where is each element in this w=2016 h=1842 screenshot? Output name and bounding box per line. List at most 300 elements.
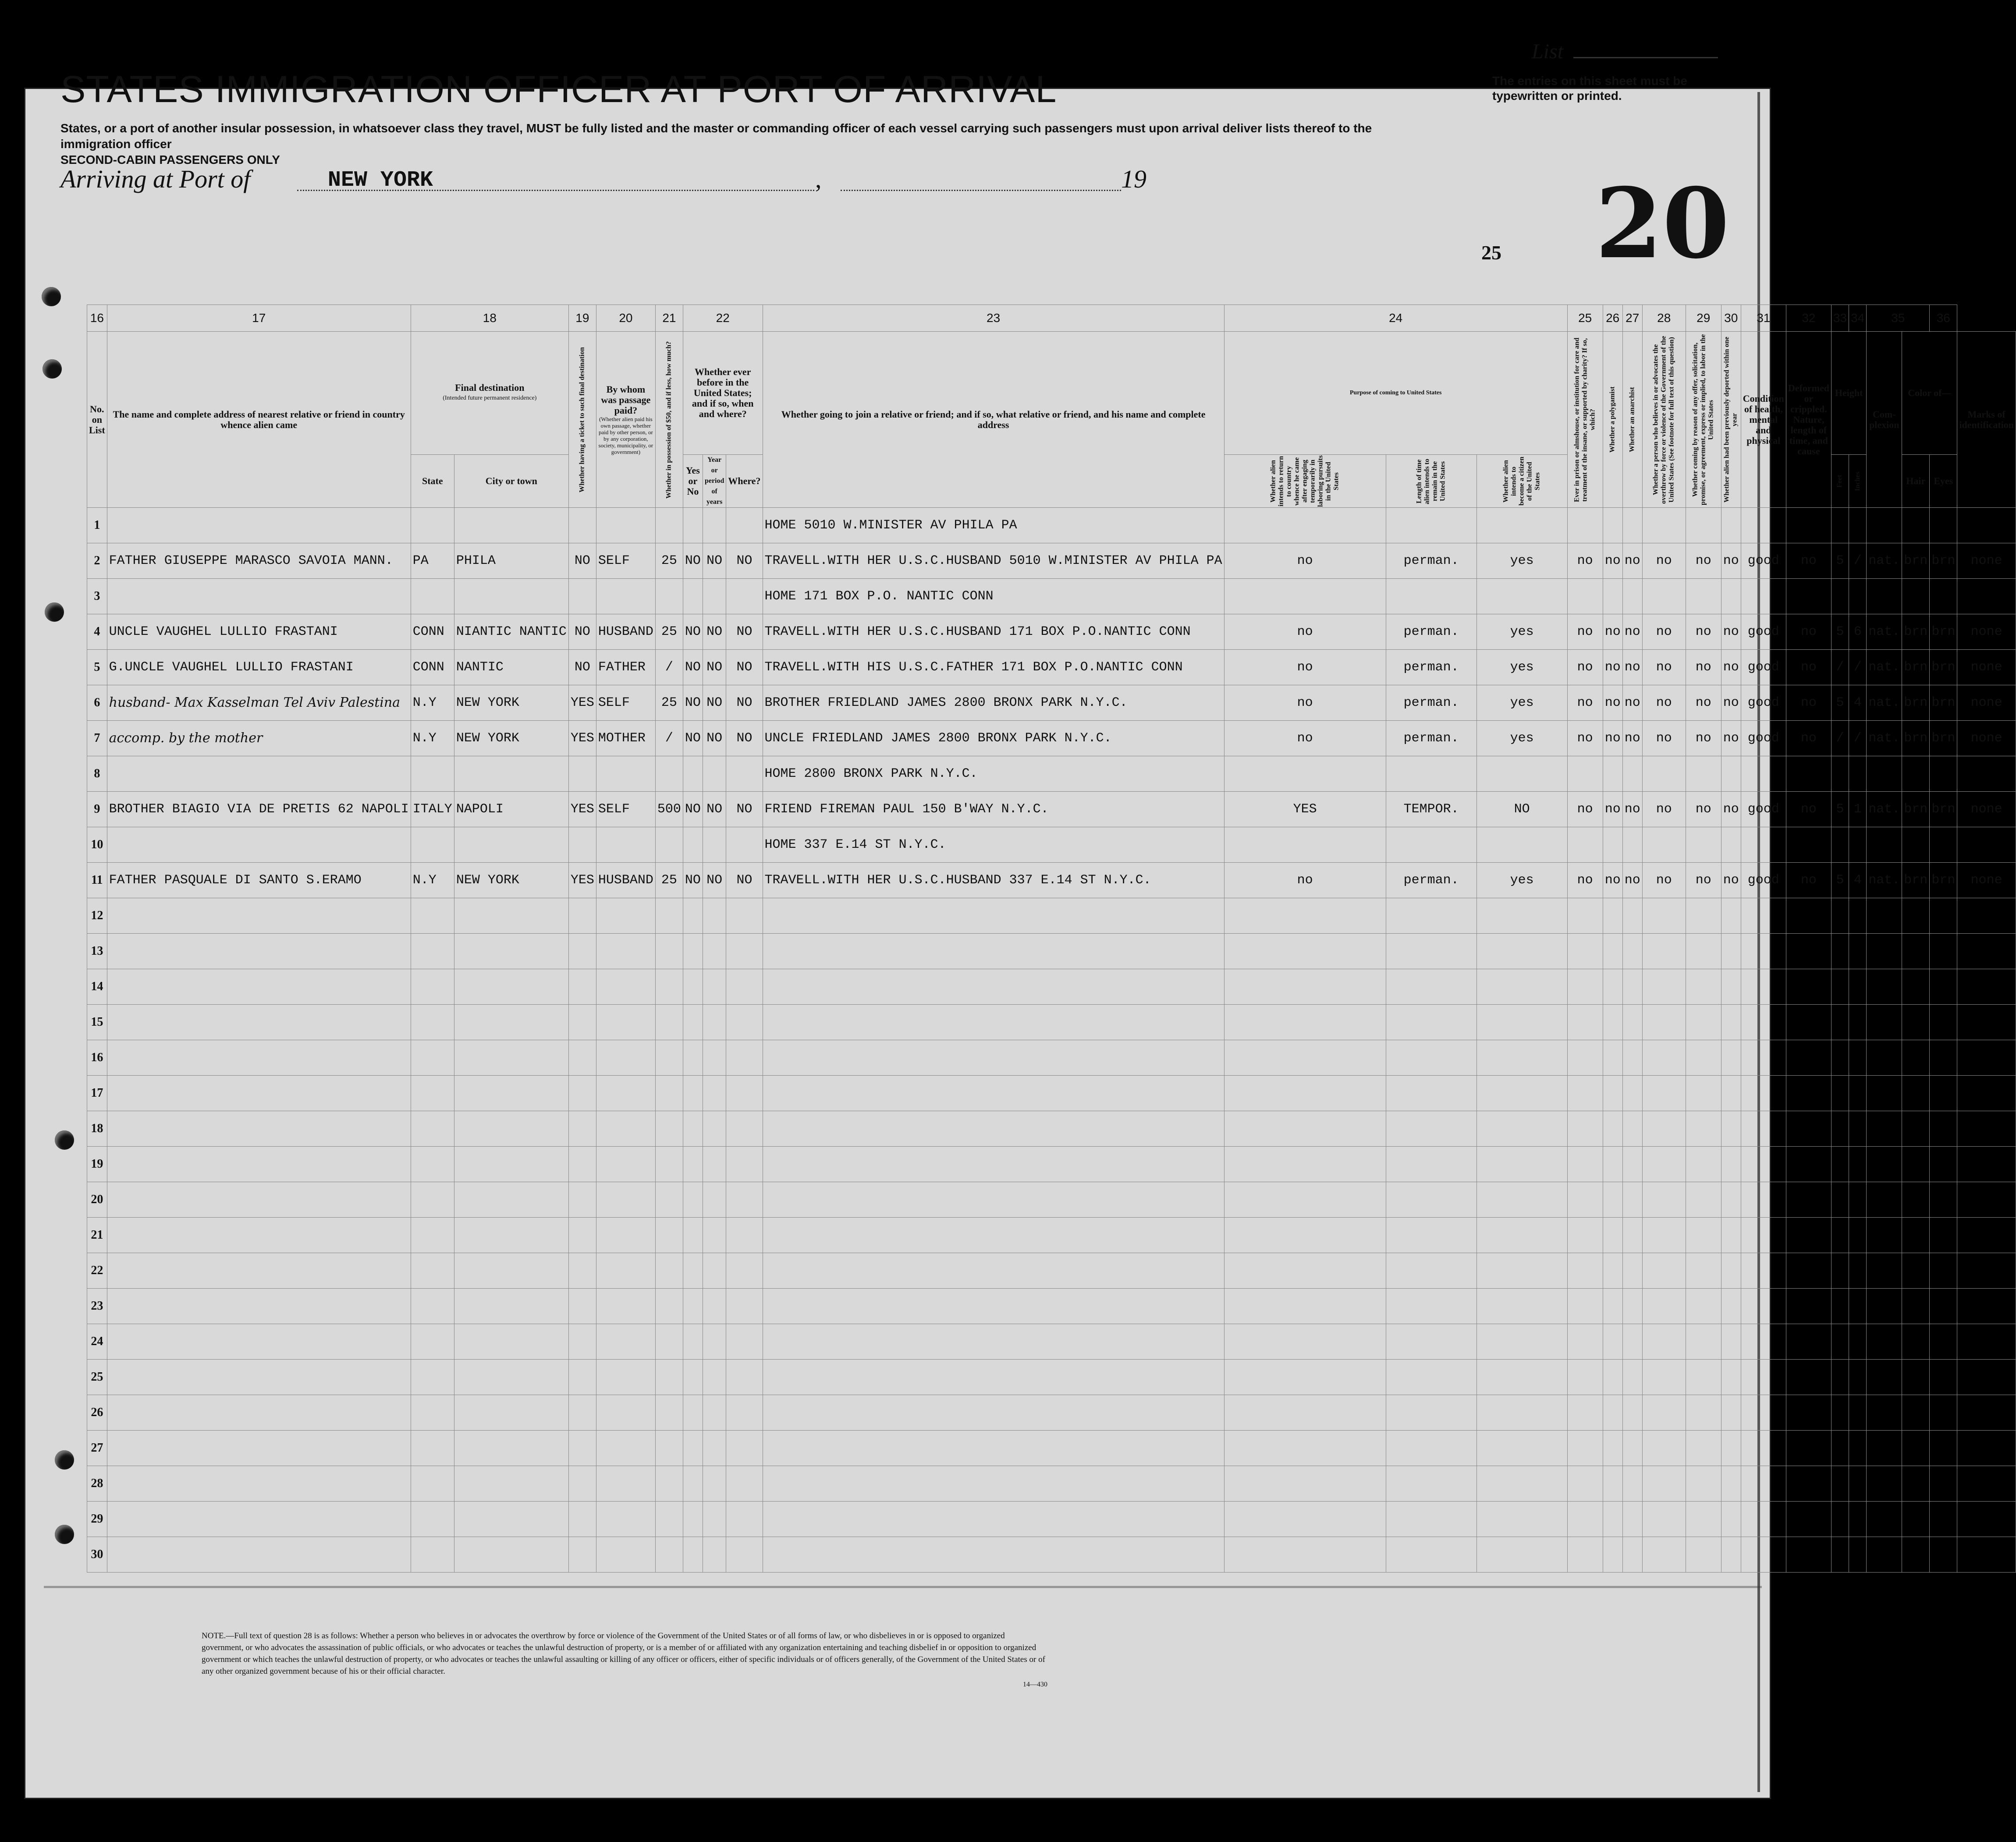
marks-cell <box>1957 579 2016 614</box>
purpose-citizen-cell: yes <box>1477 543 1567 579</box>
where-cell <box>726 579 763 614</box>
purpose-length-cell: perman. <box>1386 614 1477 650</box>
money-cell <box>655 1431 683 1466</box>
money-cell: / <box>655 650 683 685</box>
money-cell <box>655 579 683 614</box>
polygamist-cell: no <box>1603 614 1622 650</box>
nearest-relative-cell <box>107 1005 411 1040</box>
passage-paid-cell <box>596 934 655 969</box>
header-deformed: Deformed or crippled. Nature, length of time, and cause <box>1786 332 1831 508</box>
labor-offer-cell <box>1686 934 1721 969</box>
where-cell <box>726 1289 763 1324</box>
feet-cell <box>1831 1360 1849 1395</box>
inches-cell <box>1849 1076 1867 1111</box>
polygamist-cell <box>1603 898 1622 934</box>
complexion-cell <box>1867 1324 1902 1360</box>
nearest-relative-cell <box>107 1360 411 1395</box>
purpose-citizen-cell <box>1477 508 1567 543</box>
purpose-length-cell: perman. <box>1386 863 1477 898</box>
row-number: 24 <box>87 1324 107 1360</box>
city-cell: PHILA <box>454 543 568 579</box>
anarchist-cell: no <box>1622 543 1642 579</box>
join-relative-cell <box>763 1466 1224 1502</box>
col-num: 25 <box>1567 305 1603 332</box>
overthrow-cell <box>1642 579 1686 614</box>
years-cell <box>703 1537 726 1573</box>
purpose-return-cell <box>1224 1182 1386 1218</box>
join-relative-cell: FRIEND FIREMAN PAUL 150 B'WAY N.Y.C. <box>763 792 1224 827</box>
anarchist-cell <box>1622 1147 1642 1182</box>
feet-cell <box>1831 1076 1849 1111</box>
health-cell: good <box>1741 863 1786 898</box>
col-num: 18 <box>411 305 568 332</box>
nearest-relative-cell: FATHER GIUSEPPE MARASCO SAVOIA MANN. <box>107 543 411 579</box>
purpose-length-cell <box>1386 756 1477 792</box>
anarchist-cell <box>1622 934 1642 969</box>
row-number: 10 <box>87 827 107 863</box>
polygamist-cell: no <box>1603 685 1622 721</box>
ticket-cell <box>568 1040 596 1076</box>
where-cell <box>726 1360 763 1395</box>
purpose-length-cell <box>1386 1076 1477 1111</box>
health-cell: good <box>1741 721 1786 756</box>
inches-cell: 4 <box>1849 685 1867 721</box>
state-cell: N.Y <box>411 863 454 898</box>
purpose-citizen-cell <box>1477 898 1567 934</box>
labor-offer-cell <box>1686 756 1721 792</box>
purpose-citizen-cell <box>1477 1360 1567 1395</box>
prison-cell <box>1567 1431 1603 1466</box>
row-number: 15 <box>87 1005 107 1040</box>
purpose-length-cell <box>1386 1324 1477 1360</box>
nearest-relative-cell <box>107 1218 411 1253</box>
table-row <box>87 614 2016 650</box>
purpose-length-cell: perman. <box>1386 650 1477 685</box>
marks-cell <box>1957 1253 2016 1289</box>
purpose-citizen-cell <box>1477 1253 1567 1289</box>
overthrow-cell <box>1642 1182 1686 1218</box>
row-number: 14 <box>87 969 107 1005</box>
state-cell: N.Y <box>411 721 454 756</box>
col-num: 29 <box>1686 305 1721 332</box>
years-cell: NO <box>703 721 726 756</box>
city-cell: NEW YORK <box>454 685 568 721</box>
money-cell <box>655 1537 683 1573</box>
where-cell <box>726 827 763 863</box>
table-row <box>87 1289 2016 1324</box>
money-cell <box>655 1395 683 1431</box>
nearest-relative-cell: BROTHER BIAGIO VIA DE PRETIS 62 NAPOLI <box>107 792 411 827</box>
purpose-citizen-cell: yes <box>1477 685 1567 721</box>
passage-paid-cell <box>596 579 655 614</box>
prison-cell <box>1567 1360 1603 1395</box>
header-ticket: Whether having a ticket to such final destination <box>568 332 596 508</box>
ticket-cell: NO <box>568 614 596 650</box>
years-cell: NO <box>703 650 726 685</box>
join-relative-cell <box>763 1395 1224 1431</box>
table-row <box>87 1218 2016 1253</box>
col-num: 27 <box>1622 305 1642 332</box>
polygamist-cell <box>1603 1466 1622 1502</box>
years-cell <box>703 827 726 863</box>
ticket-cell <box>568 1182 596 1218</box>
deported-cell: no <box>1721 792 1741 827</box>
years-cell <box>703 1289 726 1324</box>
money-cell <box>655 1502 683 1537</box>
polygamist-cell <box>1603 1253 1622 1289</box>
inches-cell <box>1849 1466 1867 1502</box>
join-relative-cell: TRAVELL.WITH HIS U.S.C.FATHER 171 BOX P.O.NANTIC CONN <box>763 650 1224 685</box>
money-cell <box>655 827 683 863</box>
city-cell <box>454 1324 568 1360</box>
row-number: 6 <box>87 685 107 721</box>
purpose-citizen-cell <box>1477 1289 1567 1324</box>
join-relative-cell <box>763 1360 1224 1395</box>
inches-cell <box>1849 1182 1867 1218</box>
city-cell <box>454 1395 568 1431</box>
anarchist-cell <box>1622 827 1642 863</box>
deported-cell <box>1721 756 1741 792</box>
row-number: 30 <box>87 1537 107 1573</box>
purpose-length-cell <box>1386 1466 1477 1502</box>
where-cell <box>726 898 763 934</box>
header-yes-no: Yes or No <box>683 455 703 508</box>
anarchist-cell <box>1622 1324 1642 1360</box>
ever-before-cell <box>683 1466 703 1502</box>
health-cell <box>1741 1182 1786 1218</box>
years-cell <box>703 1431 726 1466</box>
complexion-cell <box>1867 1147 1902 1182</box>
col-num: 19 <box>568 305 596 332</box>
anarchist-cell <box>1622 1076 1642 1111</box>
prison-cell <box>1567 1502 1603 1537</box>
purpose-return-cell <box>1224 1537 1386 1573</box>
nearest-relative-cell <box>107 1076 411 1111</box>
labor-offer-cell <box>1686 1218 1721 1253</box>
purpose-citizen-cell: yes <box>1477 614 1567 650</box>
hair-cell <box>1902 1395 1930 1431</box>
purpose-length-cell <box>1386 1005 1477 1040</box>
join-relative-cell <box>763 1218 1224 1253</box>
city-cell <box>454 1111 568 1147</box>
polygamist-cell <box>1603 934 1622 969</box>
where-cell <box>726 934 763 969</box>
eyes-cell <box>1930 1076 1957 1111</box>
feet-cell <box>1831 1005 1849 1040</box>
complexion-cell <box>1867 827 1902 863</box>
hair-cell <box>1902 1147 1930 1182</box>
labor-offer-cell <box>1686 898 1721 934</box>
where-cell <box>726 1040 763 1076</box>
deported-cell <box>1721 1537 1741 1573</box>
feet-cell: / <box>1831 721 1849 756</box>
where-cell <box>726 1147 763 1182</box>
hair-cell <box>1902 1005 1930 1040</box>
header-c28: Whether a person who believes in or advocates the overthrow by force or violence of the Government of the United States (See footnote for full text of this question) <box>1642 332 1686 508</box>
ever-before-cell <box>683 969 703 1005</box>
polygamist-cell <box>1603 508 1622 543</box>
passage-paid-cell: SELF <box>596 685 655 721</box>
inches-cell: / <box>1849 543 1867 579</box>
header-condition: Condition of health, mental and physical <box>1741 332 1786 508</box>
ticket-cell <box>568 1537 596 1573</box>
hair-cell <box>1902 1253 1930 1289</box>
money-cell <box>655 1218 683 1253</box>
money-cell: / <box>655 721 683 756</box>
purpose-citizen-cell <box>1477 827 1567 863</box>
intro-text <box>60 120 1419 168</box>
form-number: 14—430 <box>1023 1681 1047 1688</box>
complexion-cell: nat. <box>1867 792 1902 827</box>
purpose-length-cell <box>1386 1360 1477 1395</box>
polygamist-cell <box>1603 1005 1622 1040</box>
state-cell <box>411 934 454 969</box>
nearest-relative-cell <box>107 827 411 863</box>
table-row <box>87 756 2016 792</box>
marks-cell <box>1957 1005 2016 1040</box>
table-row <box>87 1005 2016 1040</box>
deformed-cell <box>1786 508 1831 543</box>
purpose-return-cell <box>1224 1289 1386 1324</box>
ticket-cell: YES <box>568 792 596 827</box>
complexion-cell <box>1867 1218 1902 1253</box>
header-where: Where? <box>726 455 763 508</box>
polygamist-cell <box>1603 579 1622 614</box>
complexion-cell <box>1867 898 1902 934</box>
prison-cell <box>1567 1218 1603 1253</box>
prison-cell <box>1567 508 1603 543</box>
years-cell <box>703 1111 726 1147</box>
complexion-cell: nat. <box>1867 863 1902 898</box>
polygamist-cell <box>1603 1147 1622 1182</box>
inches-cell <box>1849 508 1867 543</box>
health-cell <box>1741 756 1786 792</box>
join-relative-cell <box>763 1253 1224 1289</box>
header-purpose-length: Length of time alien intends to remain in the United States <box>1386 455 1477 508</box>
eyes-cell <box>1930 1431 1957 1466</box>
deported-cell <box>1721 969 1741 1005</box>
punch-hole <box>43 359 62 379</box>
state-cell <box>411 1466 454 1502</box>
marks-cell: none <box>1957 863 2016 898</box>
deported-cell <box>1721 1466 1741 1502</box>
arriving-line <box>60 164 1156 191</box>
feet-cell: 5 <box>1831 543 1849 579</box>
eyes-cell <box>1930 579 1957 614</box>
purpose-citizen-cell <box>1477 1005 1567 1040</box>
nearest-relative-cell: FATHER PASQUALE DI SANTO S.ERAMO <box>107 863 411 898</box>
where-cell: NO <box>726 792 763 827</box>
anarchist-cell <box>1622 1111 1642 1147</box>
col-num: 23 <box>763 305 1224 332</box>
marks-cell <box>1957 756 2016 792</box>
feet-cell: 5 <box>1831 792 1849 827</box>
inches-cell <box>1849 1431 1867 1466</box>
polygamist-cell <box>1603 827 1622 863</box>
row-number: 16 <box>87 1040 107 1076</box>
inches-cell <box>1849 934 1867 969</box>
eyes-cell <box>1930 827 1957 863</box>
money-cell <box>655 1147 683 1182</box>
state-cell: N.Y <box>411 685 454 721</box>
ever-before-cell <box>683 1431 703 1466</box>
state-cell <box>411 969 454 1005</box>
table-row <box>87 1182 2016 1218</box>
list-number: 20 <box>1595 166 1730 280</box>
overthrow-cell <box>1642 1466 1686 1502</box>
state-cell <box>411 898 454 934</box>
purpose-length-cell <box>1386 1395 1477 1431</box>
prison-cell: no <box>1567 650 1603 685</box>
anarchist-cell <box>1622 1502 1642 1537</box>
ticket-cell <box>568 508 596 543</box>
ever-before-cell: NO <box>683 863 703 898</box>
feet-cell <box>1831 1324 1849 1360</box>
purpose-return-cell <box>1224 756 1386 792</box>
feet-cell <box>1831 969 1849 1005</box>
feet-cell <box>1831 1182 1849 1218</box>
marks-cell <box>1957 1040 2016 1076</box>
years-cell <box>703 1005 726 1040</box>
polygamist-cell <box>1603 1289 1622 1324</box>
punch-hole <box>55 1130 74 1150</box>
prison-cell: no <box>1567 863 1603 898</box>
money-cell <box>655 1253 683 1289</box>
money-cell <box>655 1076 683 1111</box>
ticket-cell <box>568 1005 596 1040</box>
header-inches: Inches <box>1849 455 1867 508</box>
ever-before-cell <box>683 1360 703 1395</box>
purpose-citizen-cell <box>1477 934 1567 969</box>
nearest-relative-cell <box>107 579 411 614</box>
labor-offer-cell <box>1686 1466 1721 1502</box>
anarchist-cell <box>1622 1253 1642 1289</box>
overthrow-cell <box>1642 1005 1686 1040</box>
years-cell <box>703 1466 726 1502</box>
deformed-cell <box>1786 1147 1831 1182</box>
purpose-return-cell <box>1224 1431 1386 1466</box>
marks-cell <box>1957 1324 2016 1360</box>
ticket-cell: YES <box>568 685 596 721</box>
ticket-cell <box>568 1076 596 1111</box>
nearest-relative-cell <box>107 1466 411 1502</box>
join-relative-cell <box>763 1289 1224 1324</box>
nearest-relative-cell <box>107 508 411 543</box>
inches-cell <box>1849 1395 1867 1431</box>
feet-cell <box>1831 1111 1849 1147</box>
feet-cell <box>1831 1040 1849 1076</box>
row-number: 9 <box>87 792 107 827</box>
labor-offer-cell <box>1686 1147 1721 1182</box>
purpose-citizen-cell <box>1477 756 1567 792</box>
ever-before-cell <box>683 1147 703 1182</box>
purpose-return-cell <box>1224 1502 1386 1537</box>
col-num: 26 <box>1603 305 1622 332</box>
polygamist-cell <box>1603 969 1622 1005</box>
passage-paid-cell <box>596 1360 655 1395</box>
marks-cell: none <box>1957 543 2016 579</box>
city-cell <box>454 756 568 792</box>
deformed-cell <box>1786 1395 1831 1431</box>
hair-cell <box>1902 1040 1930 1076</box>
state-cell <box>411 1537 454 1573</box>
labor-offer-cell <box>1686 1502 1721 1537</box>
prison-cell: no <box>1567 721 1603 756</box>
join-relative-cell <box>763 1431 1224 1466</box>
health-cell <box>1741 898 1786 934</box>
hair-cell <box>1902 1182 1930 1218</box>
footnote-text: NOTE.—Full text of question 28 is as follows: Whether a person who believes in or advocates the overthrow by force or violence of the Government of the United States or of all forms of law, or who disbelieves in or is opposed to organized government, or who advocates the assassination of public officials, or who advocates or teaches the unlawful destruction of property, or is a member of or affiliated with any organization entertaining and teaching disbelief in or opposition to organized government or which teaches the unlawful destruction of property, or who advocates or teaches the unlawful assaulting or killing of any officer or officers, either of specific individuals or of officers generally, of the Government of the United States or of any other organized government because of his or their official character. <box>202 1631 1045 1676</box>
marks-cell <box>1957 969 2016 1005</box>
polygamist-cell <box>1603 756 1622 792</box>
purpose-return-cell <box>1224 827 1386 863</box>
nearest-relative-cell <box>107 1111 411 1147</box>
ticket-cell: YES <box>568 721 596 756</box>
inches-cell <box>1849 1502 1867 1537</box>
overthrow-cell <box>1642 969 1686 1005</box>
deformed-cell <box>1786 1289 1831 1324</box>
deported-cell: no <box>1721 650 1741 685</box>
inches-cell <box>1849 827 1867 863</box>
polygamist-cell <box>1603 1218 1622 1253</box>
anarchist-cell <box>1622 1466 1642 1502</box>
inches-cell <box>1849 898 1867 934</box>
years-cell <box>703 1147 726 1182</box>
ever-before-cell <box>683 579 703 614</box>
feet-cell <box>1831 1147 1849 1182</box>
state-cell <box>411 1395 454 1431</box>
marks-cell <box>1957 508 2016 543</box>
where-cell: NO <box>726 721 763 756</box>
ticket-cell <box>568 1502 596 1537</box>
prison-cell <box>1567 969 1603 1005</box>
table-row <box>87 827 2016 863</box>
row-number: 4 <box>87 614 107 650</box>
prison-cell <box>1567 1289 1603 1324</box>
join-relative-cell: TRAVELL.WITH HER U.S.C.HUSBAND 337 E.14 ST N.Y.C. <box>763 863 1224 898</box>
join-relative-cell <box>763 1040 1224 1076</box>
col-num: 28 <box>1642 305 1686 332</box>
hair-cell <box>1902 579 1930 614</box>
where-cell <box>726 969 763 1005</box>
where-cell <box>726 1182 763 1218</box>
marks-cell <box>1957 1111 2016 1147</box>
anarchist-cell <box>1622 1005 1642 1040</box>
marks-cell <box>1957 1466 2016 1502</box>
inches-cell <box>1849 1040 1867 1076</box>
table-row <box>87 934 2016 969</box>
column-number-row <box>87 305 2016 332</box>
state-cell <box>411 1253 454 1289</box>
overthrow-cell: no <box>1642 543 1686 579</box>
header-nearest-relative: The name and complete address of nearest relative or friend in country whence alien came <box>107 332 411 508</box>
prison-cell <box>1567 1324 1603 1360</box>
footnote <box>202 1630 1047 1688</box>
complexion-cell <box>1867 756 1902 792</box>
feet-cell <box>1831 1502 1849 1537</box>
join-relative-cell <box>763 1182 1224 1218</box>
deformed-cell <box>1786 1502 1831 1537</box>
anarchist-cell <box>1622 756 1642 792</box>
deported-cell <box>1721 1431 1741 1466</box>
inches-cell <box>1849 969 1867 1005</box>
state-cell <box>411 1182 454 1218</box>
intro-line-2: SECOND-CABIN PASSENGERS ONLY <box>60 153 280 166</box>
labor-offer-cell <box>1686 1253 1721 1289</box>
purpose-length-cell <box>1386 1537 1477 1573</box>
eyes-cell <box>1930 1502 1957 1537</box>
passage-paid-cell <box>596 1218 655 1253</box>
